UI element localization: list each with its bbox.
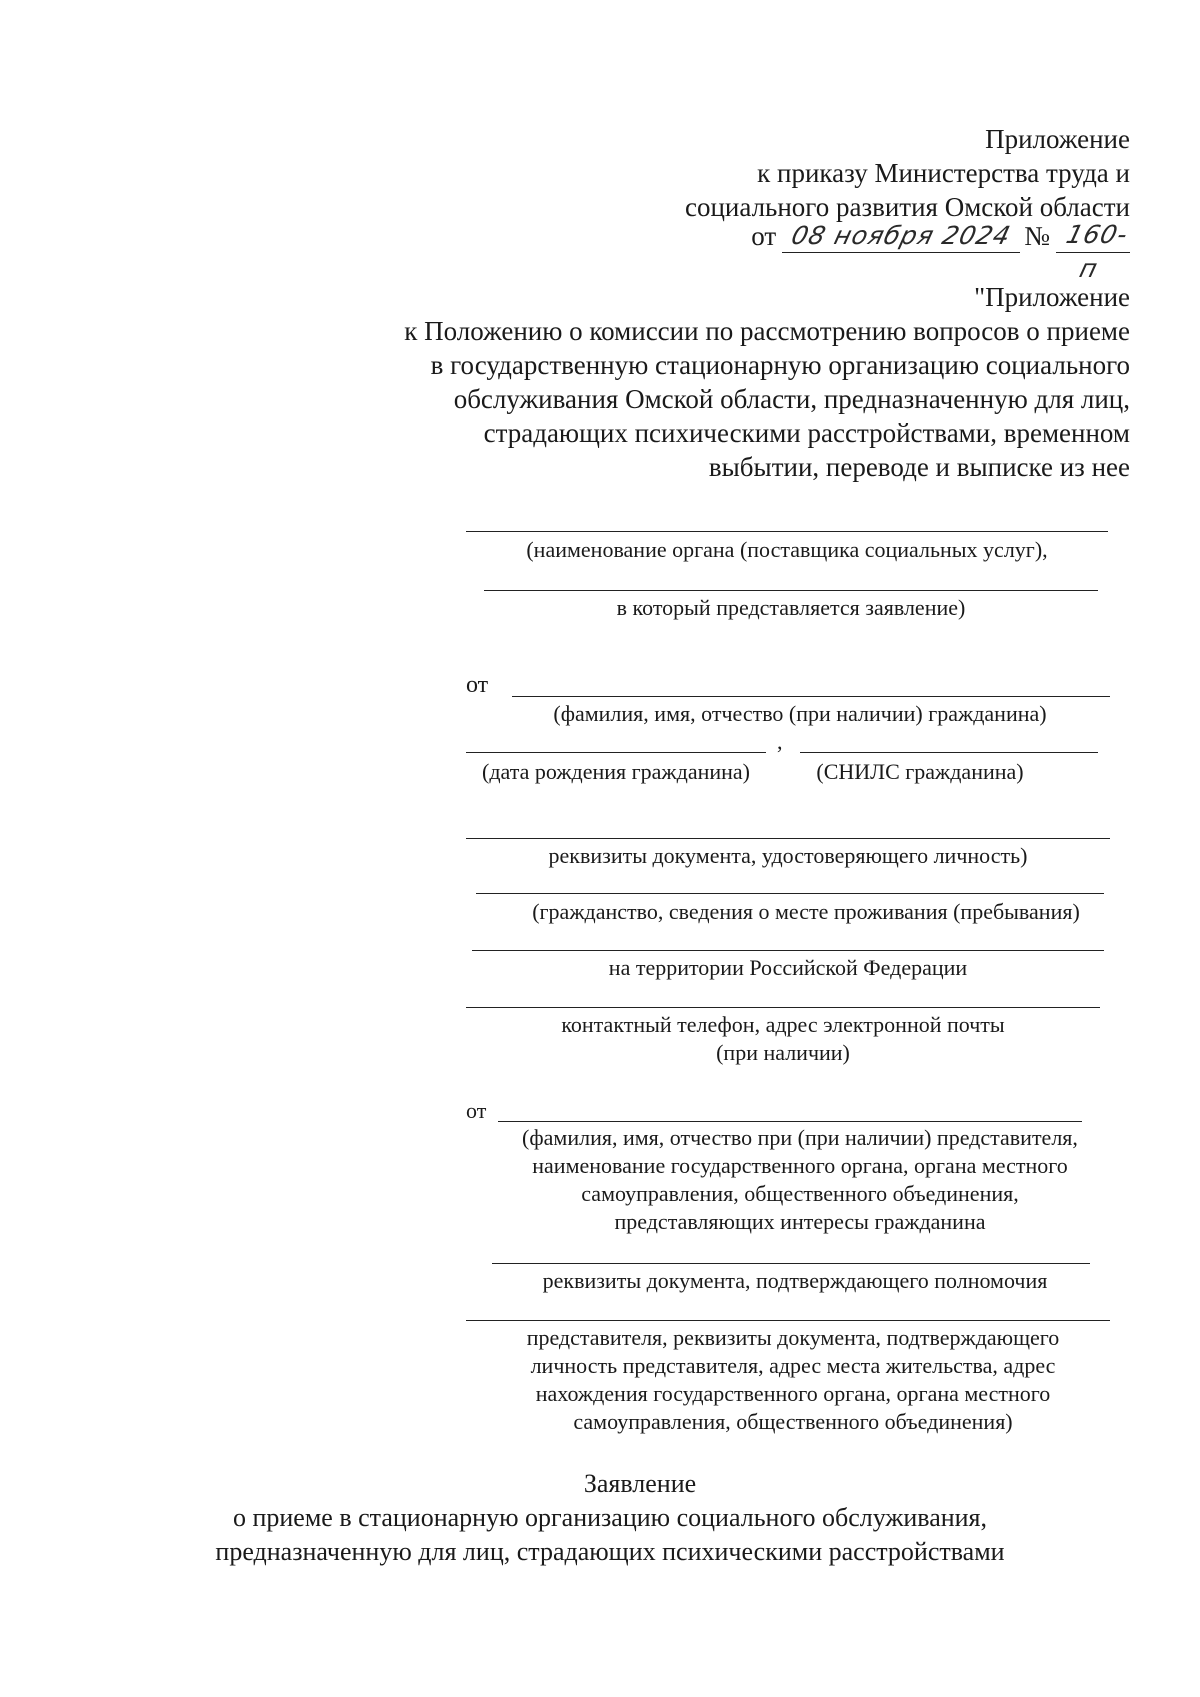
order-number-field bbox=[1056, 218, 1132, 283]
regulation-appendix-block bbox=[404, 280, 1130, 484]
order-appendix-line: к приказу Министерства труда и bbox=[757, 158, 1130, 188]
birth-date-field-line[interactable] bbox=[466, 752, 766, 753]
representative-caption-line: представляющих интересы гражданина bbox=[614, 1209, 986, 1234]
contact-caption-note: (при наличии) bbox=[716, 1040, 850, 1065]
regulation-line: к Положению о комиссии по рассмотрению вопросов о приеме bbox=[404, 316, 1130, 346]
from-label-representative: от bbox=[466, 1098, 487, 1123]
snils-field-line[interactable] bbox=[800, 752, 1098, 753]
birth-date-caption: (дата рождения гражданина) bbox=[482, 759, 750, 784]
from-label: от bbox=[466, 672, 489, 698]
authority-doc-field-line[interactable] bbox=[492, 1263, 1090, 1264]
statement-title: Заявление bbox=[583, 1469, 697, 1498]
representative-details-field-line[interactable] bbox=[466, 1320, 1110, 1321]
authority-doc-caption: реквизиты документа, подтверждающего полномочия bbox=[542, 1268, 1048, 1293]
comma-separator: , bbox=[777, 729, 783, 754]
regulation-line: страдающих психическими расстройствами, временном bbox=[483, 418, 1130, 448]
representative-caption-line: (фамилия, имя, отчество при (при наличии) представителя, bbox=[522, 1125, 1078, 1150]
contact-caption: контактный телефон, адрес электронной почты bbox=[561, 1012, 1005, 1037]
snils-caption: (СНИЛС гражданина) bbox=[816, 759, 1024, 784]
order-appendix-line: социального развития Омской области bbox=[684, 192, 1130, 222]
representative-caption bbox=[480, 1124, 1120, 1236]
org-name-field-line-2[interactable] bbox=[484, 590, 1098, 591]
representative-details-line: самоуправления, общественного объединения) bbox=[573, 1409, 1013, 1434]
order-appendix-block bbox=[685, 122, 1130, 224]
order-date-number-line bbox=[751, 218, 1132, 283]
order-date-field bbox=[782, 218, 1020, 253]
identity-doc-caption: реквизиты документа, удостоверяющего личность) bbox=[548, 843, 1028, 868]
representative-details-caption bbox=[476, 1324, 1110, 1436]
handwritten-number: 160-п bbox=[1063, 220, 1132, 283]
identity-doc-field-line[interactable] bbox=[466, 838, 1110, 839]
citizenship-field-line[interactable] bbox=[476, 893, 1104, 894]
statement-subtitle-line: о приеме в стационарную организацию социального обслуживания, bbox=[232, 1503, 988, 1532]
citizenship-caption: (гражданство, сведения о месте проживания (пребывания) bbox=[532, 899, 1080, 924]
number-sign: № bbox=[1024, 221, 1050, 251]
representative-name-field-line[interactable] bbox=[498, 1121, 1082, 1122]
regulation-line: выбытии, переводе и выписке из нее bbox=[708, 452, 1130, 482]
handwritten-date: 08 ноября 2024 bbox=[788, 221, 1015, 250]
org-name-field-line[interactable] bbox=[466, 531, 1108, 532]
org-name-caption: (наименование органа (поставщика социальных услуг), bbox=[526, 537, 1048, 562]
representative-caption-line: наименование государственного органа, органа местного bbox=[532, 1153, 1068, 1178]
representative-caption-line: самоуправления, общественного объединения, bbox=[581, 1181, 1019, 1206]
representative-details-line: нахождения государственного органа, органа местного bbox=[535, 1381, 1051, 1406]
territory-caption: на территории Российской Федерации bbox=[608, 955, 968, 980]
citizen-name-field-line[interactable] bbox=[512, 696, 1110, 697]
representative-details-line: представителя, реквизиты документа, подтверждающего bbox=[526, 1325, 1060, 1350]
regulation-line: в государственную стационарную организацию социального bbox=[430, 350, 1130, 380]
date-prefix: от bbox=[751, 221, 777, 251]
citizen-name-caption: (фамилия, имя, отчество (при наличии) гражданина) bbox=[553, 701, 1047, 726]
territory-field-line[interactable] bbox=[472, 950, 1104, 951]
regulation-line: обслуживания Омской области, предназначенную для лиц, bbox=[453, 384, 1130, 414]
order-appendix-title: Приложение bbox=[985, 124, 1130, 154]
org-recipient-caption: в который представляется заявление) bbox=[616, 595, 966, 620]
regulation-appendix-title: "Приложение bbox=[974, 282, 1130, 312]
contact-field-line[interactable] bbox=[466, 1007, 1100, 1008]
statement-subtitle-line: предназначенную для лиц, страдающих психическими расстройствами bbox=[215, 1537, 1005, 1566]
representative-details-line: личность представителя, адрес места жительства, адрес bbox=[530, 1353, 1056, 1378]
